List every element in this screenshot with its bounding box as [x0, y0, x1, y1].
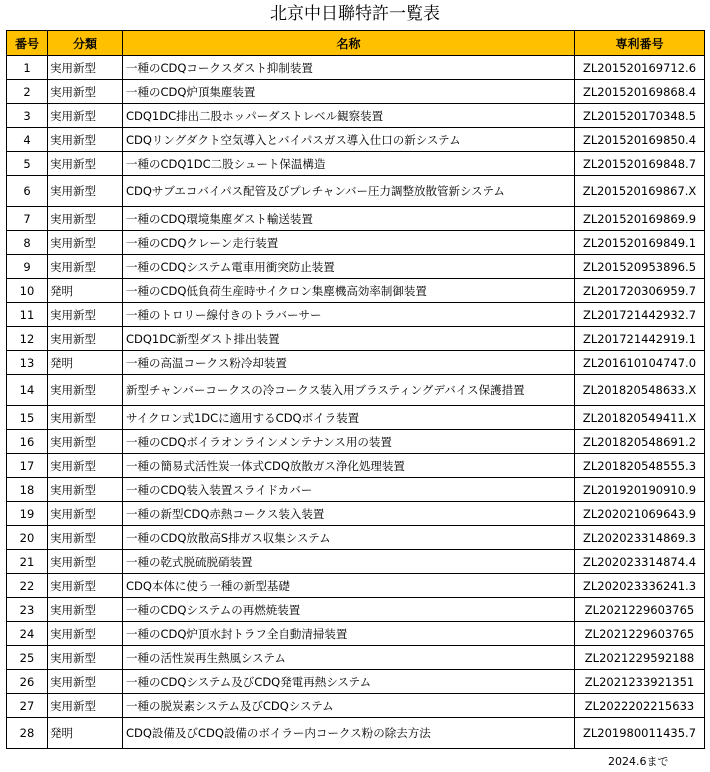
row-patent-number: ZL201520170348.5	[575, 104, 705, 128]
row-patent-number: ZL201721442919.1	[575, 327, 705, 351]
header-name: 名称	[123, 31, 575, 56]
row-category: 実用新型	[48, 622, 123, 646]
row-number: 10	[7, 279, 48, 303]
row-category: 発明	[48, 718, 123, 749]
row-category: 実用新型	[48, 255, 123, 279]
row-category: 実用新型	[48, 526, 123, 550]
row-name: 一種のCDQコークスダスト抑制装置	[123, 56, 575, 80]
row-number: 6	[7, 176, 48, 207]
table-row	[7, 526, 705, 550]
row-category: 実用新型	[48, 478, 123, 502]
row-name: サイクロン式1DCに適用するCDQボイラ装置	[123, 406, 575, 430]
row-name: 一種のCDQ炉頂水封トラフ全自動清掃装置	[123, 622, 575, 646]
row-patent-number: ZL2022202215633	[575, 694, 705, 718]
row-name: 一種の簡易式活性炭一体式CDQ放散ガス浄化処理装置	[123, 454, 575, 478]
row-category: 実用新型	[48, 375, 123, 406]
table-row	[7, 375, 705, 406]
table-row	[7, 622, 705, 646]
row-category: 実用新型	[48, 454, 123, 478]
row-number: 21	[7, 550, 48, 574]
row-number: 14	[7, 375, 48, 406]
row-patent-number: ZL202023336241.3	[575, 574, 705, 598]
row-number: 20	[7, 526, 48, 550]
row-number: 1	[7, 56, 48, 80]
row-patent-number: ZL201820548555.3	[575, 454, 705, 478]
table-row	[7, 478, 705, 502]
row-patent-number: ZL201520953896.5	[575, 255, 705, 279]
header-number: 番号	[7, 31, 48, 56]
row-patent-number: ZL201520169849.1	[575, 231, 705, 255]
row-category: 実用新型	[48, 574, 123, 598]
row-patent-number: ZL2021229603765	[575, 622, 705, 646]
row-number: 19	[7, 502, 48, 526]
row-patent-number: ZL201980011435.7	[575, 718, 705, 749]
row-category: 実用新型	[48, 694, 123, 718]
row-name: CDQ1DC排出二股ホッパーダストレベル観察装置	[123, 104, 575, 128]
row-category: 実用新型	[48, 646, 123, 670]
table-row	[7, 646, 705, 670]
row-number: 11	[7, 303, 48, 327]
row-name: CDQサブエコバイパス配管及びプレチャンバー圧力調整放散管新システム	[123, 176, 575, 207]
patent-table	[6, 30, 705, 749]
row-number: 3	[7, 104, 48, 128]
row-category: 実用新型	[48, 231, 123, 255]
row-name: 一種のCDQシステム及びCDQ発電再熱システム	[123, 670, 575, 694]
row-number: 16	[7, 430, 48, 454]
row-name: 一種のCDQ放散高S排ガス収集システム	[123, 526, 575, 550]
row-patent-number: ZL201520169850.4	[575, 128, 705, 152]
row-number: 12	[7, 327, 48, 351]
table-row	[7, 598, 705, 622]
row-patent-number: ZL202021069643.9	[575, 502, 705, 526]
row-name: 一種のCDQシステムの再燃焼装置	[123, 598, 575, 622]
row-category: 実用新型	[48, 56, 123, 80]
row-name: 一種の新型CDQ赤熱コークス装入装置	[123, 502, 575, 526]
row-number: 28	[7, 718, 48, 749]
row-patent-number: ZL2021229592188	[575, 646, 705, 670]
table-row	[7, 718, 705, 749]
row-category: 実用新型	[48, 327, 123, 351]
row-category: 実用新型	[48, 303, 123, 327]
header-category: 分類	[48, 31, 123, 56]
row-patent-number: ZL201520169869.9	[575, 207, 705, 231]
row-category: 発明	[48, 279, 123, 303]
row-name: 一種のCDQ炉頂集塵装置	[123, 80, 575, 104]
table-row	[7, 128, 705, 152]
row-name: 新型チャンバーコークスの冷コークス装入用ブラスティングデバイス保護措置	[123, 375, 575, 406]
row-name: CDQ1DC新型ダスト排出装置	[123, 327, 575, 351]
row-number: 13	[7, 351, 48, 375]
table-row	[7, 207, 705, 231]
row-patent-number: ZL201520169848.7	[575, 152, 705, 176]
row-name: 一種の活性炭再生熱風システム	[123, 646, 575, 670]
row-number: 24	[7, 622, 48, 646]
row-patent-number: ZL201820548691.2	[575, 430, 705, 454]
row-category: 実用新型	[48, 207, 123, 231]
row-patent-number: ZL201520169867.X	[575, 176, 705, 207]
row-patent-number: ZL202023314874.4	[575, 550, 705, 574]
table-row	[7, 56, 705, 80]
row-name: 一種のCDQシステム電車用衝突防止装置	[123, 255, 575, 279]
row-number: 27	[7, 694, 48, 718]
row-name: CDQリングダクト空気導入とバイパスガス導入仕口の新システム	[123, 128, 575, 152]
row-patent-number: ZL201820548633.X	[575, 375, 705, 406]
table-row	[7, 694, 705, 718]
row-category: 実用新型	[48, 176, 123, 207]
table-row	[7, 574, 705, 598]
row-number: 17	[7, 454, 48, 478]
row-name: 一種の脱炭素システム及びCDQシステム	[123, 694, 575, 718]
row-patent-number: ZL201520169868.4	[575, 80, 705, 104]
table-row	[7, 502, 705, 526]
row-patent-number: ZL202023314869.3	[575, 526, 705, 550]
row-patent-number: ZL201721442932.7	[575, 303, 705, 327]
table-row	[7, 255, 705, 279]
table-row	[7, 454, 705, 478]
table-row	[7, 104, 705, 128]
row-category: 発明	[48, 351, 123, 375]
row-patent-number: ZL201820549411.X	[575, 406, 705, 430]
table-row	[7, 327, 705, 351]
row-number: 2	[7, 80, 48, 104]
row-name: CDQ設備及びCDQ設備のボイラー内コークス粉の除去方法	[123, 718, 575, 749]
row-name: 一種のトロリー線付きのトラバーサー	[123, 303, 575, 327]
row-category: 実用新型	[48, 598, 123, 622]
row-number: 25	[7, 646, 48, 670]
row-name: 一種のCDQ1DC二股シュート保温構造	[123, 152, 575, 176]
row-name: 一種のCDQ装入装置スライドカバー	[123, 478, 575, 502]
row-patent-number: ZL2021233921351	[575, 670, 705, 694]
row-category: 実用新型	[48, 80, 123, 104]
row-category: 実用新型	[48, 502, 123, 526]
table-header-row	[7, 31, 705, 56]
row-category: 実用新型	[48, 670, 123, 694]
row-patent-number: ZL201610104747.0	[575, 351, 705, 375]
row-number: 7	[7, 207, 48, 231]
table-row	[7, 351, 705, 375]
row-number: 9	[7, 255, 48, 279]
table-row	[7, 670, 705, 694]
row-patent-number: ZL201920190910.9	[575, 478, 705, 502]
row-number: 23	[7, 598, 48, 622]
row-patent-number: ZL2021229603765	[575, 598, 705, 622]
row-name: 一種の高温コークス粉冷却装置	[123, 351, 575, 375]
table-row	[7, 152, 705, 176]
table-row	[7, 303, 705, 327]
row-name: 一種のCDQ低負荷生産時サイクロン集塵機高効率制御装置	[123, 279, 575, 303]
row-name: 一種のCDQ環境集塵ダスト輸送装置	[123, 207, 575, 231]
row-number: 26	[7, 670, 48, 694]
row-patent-number: ZL201720306959.7	[575, 279, 705, 303]
table-row	[7, 430, 705, 454]
date-note: 2024.6まで	[608, 755, 669, 768]
row-name: 一種のCDQクレーン走行装置	[123, 231, 575, 255]
table-row	[7, 80, 705, 104]
row-name: CDQ本体に使う一種の新型基礎	[123, 574, 575, 598]
row-number: 4	[7, 128, 48, 152]
row-category: 実用新型	[48, 550, 123, 574]
page-title: 北京中日聯特許一覧表	[270, 4, 440, 24]
row-patent-number: ZL201520169712.6	[575, 56, 705, 80]
table-row	[7, 279, 705, 303]
row-category: 実用新型	[48, 152, 123, 176]
row-category: 実用新型	[48, 104, 123, 128]
row-number: 8	[7, 231, 48, 255]
row-number: 22	[7, 574, 48, 598]
row-category: 実用新型	[48, 128, 123, 152]
row-number: 5	[7, 152, 48, 176]
row-category: 実用新型	[48, 406, 123, 430]
row-name: 一種のCDQボイラオンラインメンテナンス用の装置	[123, 430, 575, 454]
row-name: 一種の乾式脱硫脱硝装置	[123, 550, 575, 574]
header-patent-number: 専利番号	[575, 31, 705, 56]
row-category: 実用新型	[48, 430, 123, 454]
row-number: 15	[7, 406, 48, 430]
table-row	[7, 550, 705, 574]
row-number: 18	[7, 478, 48, 502]
table-row	[7, 406, 705, 430]
table-row	[7, 176, 705, 207]
table-row	[7, 231, 705, 255]
